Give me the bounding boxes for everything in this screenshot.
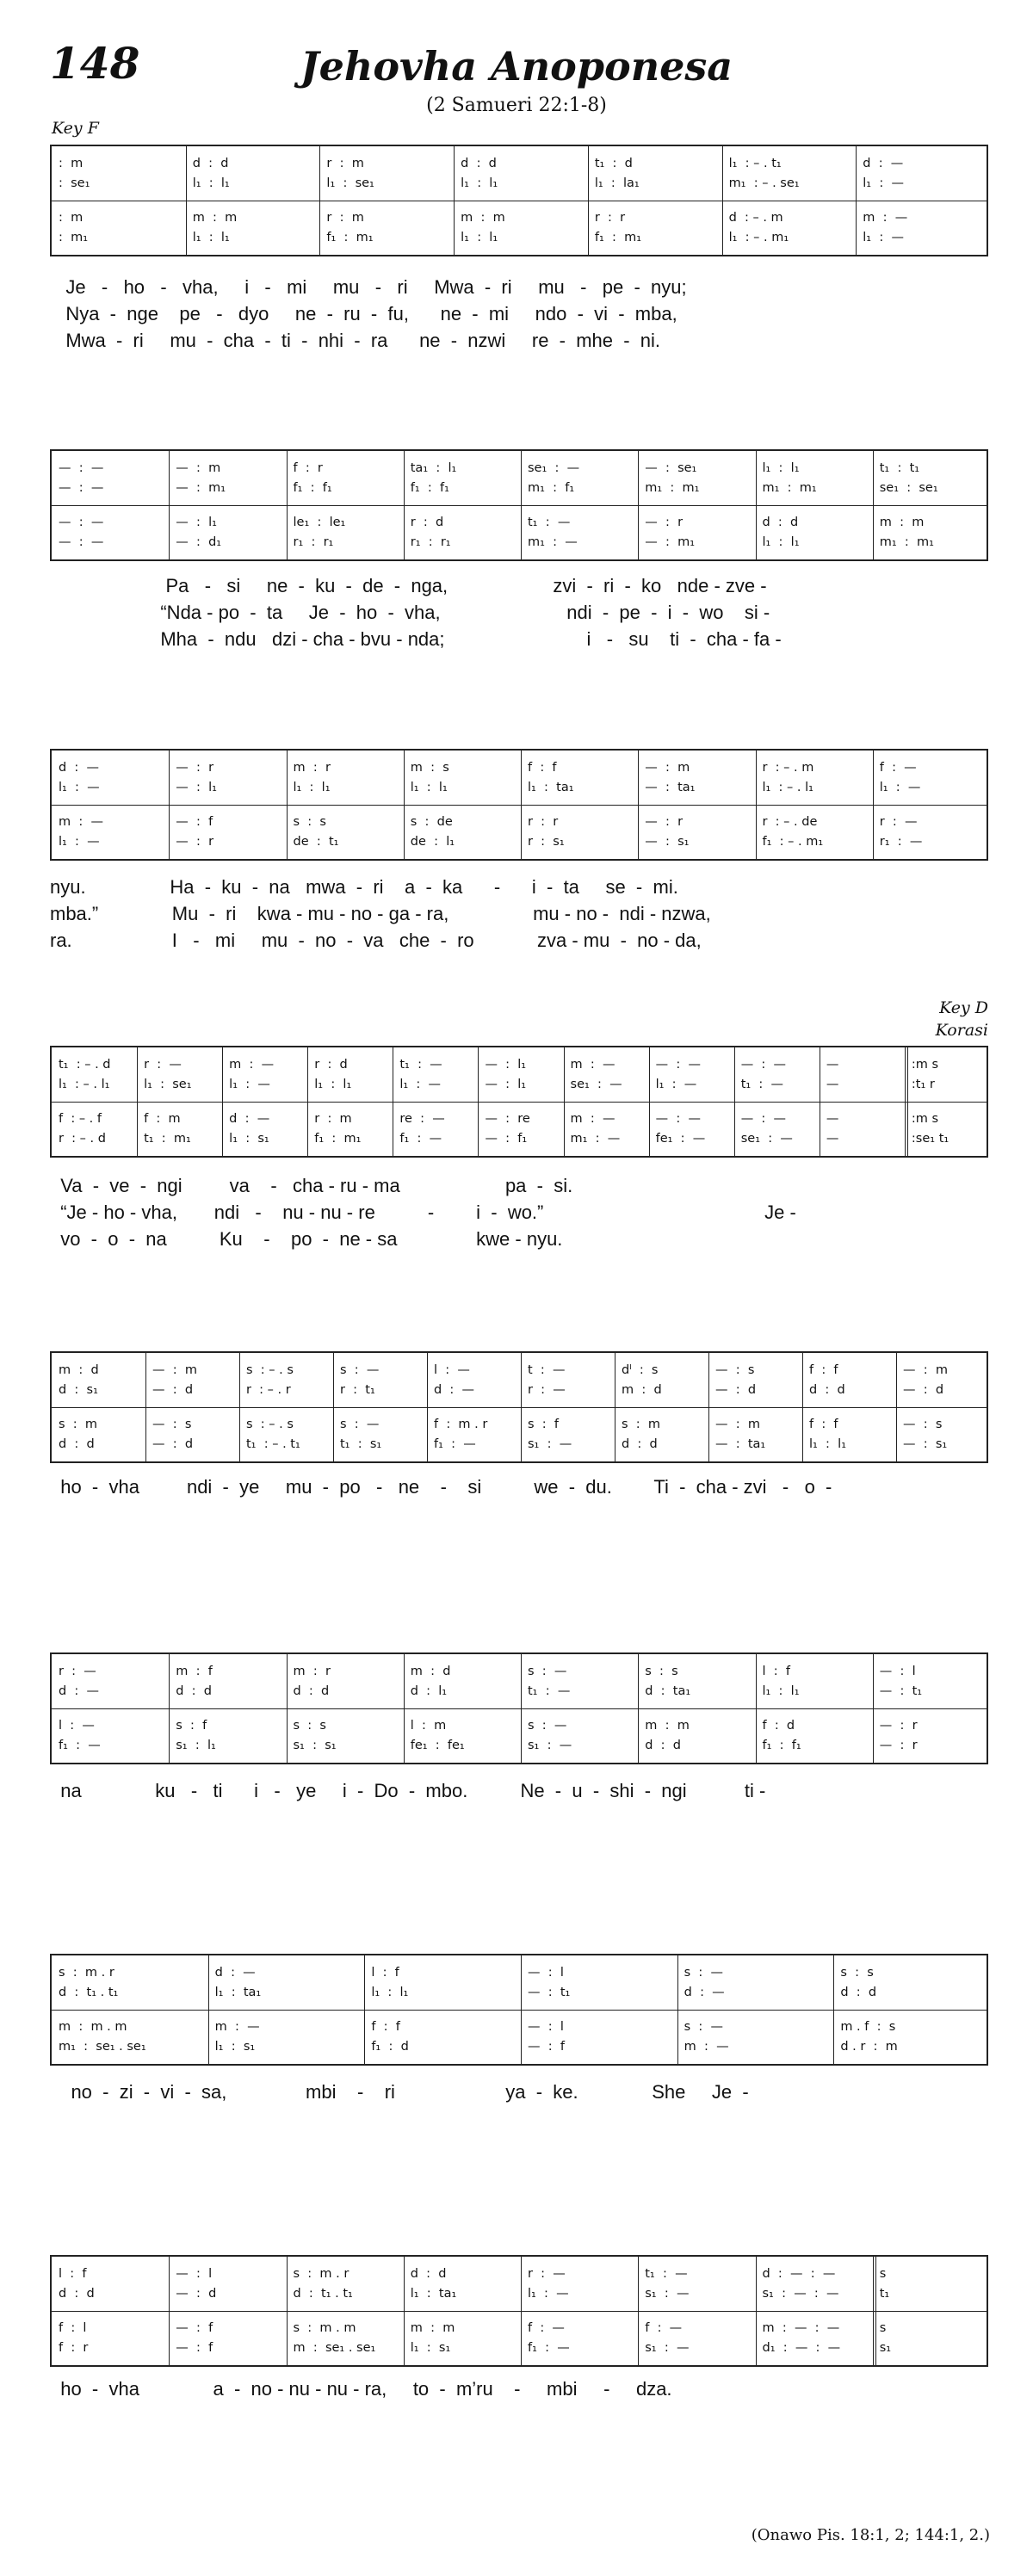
lyrics-block <box>50 1473 988 1500</box>
upper-voices-cell: — : se₁ m₁ : m₁ <box>645 460 700 495</box>
lower-voices-cell: r : d r₁ : r₁ <box>410 515 451 549</box>
lyrics-block <box>50 2375 988 2402</box>
lower-voices-cell: — : r — : s₁ <box>645 814 690 849</box>
lower-voices-cell: r : r f₁ : m₁ <box>594 210 642 244</box>
lower-voices-cell: m : m l₁ : s₁ <box>410 2320 455 2355</box>
lower-voices-cell: — : m — : ta₁ <box>715 1417 766 1451</box>
lower-voices-cell: d : — l₁ : s₁ <box>229 1111 270 1146</box>
lower-voices-cell: s : de de : l₁ <box>410 814 455 849</box>
upper-voices-cell: f : f l₁ : ta₁ <box>528 760 574 794</box>
lower-voices-cell: d : – . m l₁ : – . m₁ <box>728 210 789 244</box>
upper-voices-cell: d : d l₁ : ta₁ <box>410 2266 457 2301</box>
upper-voices-cell: t₁ : – . d l₁ : – . l₁ <box>59 1057 111 1091</box>
upper-voices-cell: r : — d : — <box>59 1664 100 1698</box>
lower-voices-cell: f : d f₁ : f₁ <box>762 1718 801 1752</box>
upper-voices-cell: dˡ : s m : d <box>622 1362 662 1397</box>
upper-voices-cell: f : r f₁ : f₁ <box>293 460 332 495</box>
lyrics-block <box>50 572 988 652</box>
lyric-line: “Nda - po - ta Je - ho - vha, ndi - pe - i - wo si - <box>50 602 770 623</box>
lower-voices-cell: m : — l₁ : s₁ <box>214 2019 260 2054</box>
lower-voices-cell: f : — s₁ : — <box>645 2320 690 2355</box>
music-system <box>50 1046 988 1158</box>
upper-voices-cell: s : m . r d : t₁ . t₁ <box>59 1965 119 1999</box>
lyric-line: Nya - nge pe - dyo ne - ru - fu, ne - mi ndo - vi - mba, <box>50 303 677 324</box>
lower-voices-cell: m : — l₁ : — <box>863 210 908 244</box>
lower-voices-cell: :m s :se₁ t₁ <box>911 1111 949 1146</box>
lower-voices-cell: re : — f₁ : — <box>399 1111 445 1146</box>
lower-voices-cell: s : — s₁ : — <box>528 1718 572 1752</box>
lyrics-block <box>50 274 988 354</box>
lyric-line: Pa - si ne - ku - de - nga, zvi - ri - ko nde - zve - <box>50 575 767 596</box>
lyric-line: ho - vha ndi - ye mu - po - ne - si we - du. Ti - cha - zvi - o - <box>50 1476 832 1498</box>
lyric-line: nyu. Ha - ku - na mwa - ri a - ka - i - ta se - mi. <box>50 876 678 898</box>
lyric-line: “Je - ho - vha, ndi - nu - nu - re - i - wo.” Je - <box>50 1202 796 1223</box>
lower-voices-cell: — — <box>826 1111 839 1146</box>
lower-voices-cell: s s₁ <box>879 2320 892 2355</box>
upper-voices-cell: — : r — : l₁ <box>176 760 217 794</box>
lyrics-block <box>50 1777 988 1804</box>
lower-voices-cell: f : m t₁ : m₁ <box>144 1111 191 1146</box>
upper-voices-cell: l : f d : d <box>59 2266 95 2301</box>
lower-voices-cell: — : re — : f₁ <box>485 1111 530 1146</box>
upper-voices-cell: t₁ : t₁ se₁ : se₁ <box>879 460 938 495</box>
upper-voices-cell: m : r d : d <box>293 1664 331 1698</box>
music-system <box>50 1652 988 1764</box>
upper-voices-cell: d : — l₁ : ta₁ <box>214 1965 262 1999</box>
lower-voices-cell: f : – . f r : – . d <box>59 1111 106 1146</box>
upper-voices-cell: s : — r : t₁ <box>340 1362 380 1397</box>
upper-voices-cell: m : — se₁ : — <box>570 1057 622 1091</box>
lyric-line: Mha - ndu dzi - cha - bvu - nda; i - su ti - cha - fa - <box>50 628 782 650</box>
key-change-label: Key D <box>939 998 988 1017</box>
lower-voices-cell: s : m d : d <box>622 1417 661 1451</box>
hymn-number: 148 <box>50 38 140 89</box>
upper-voices-cell: d : — l₁ : — <box>59 760 100 794</box>
upper-voices-cell: l : f l₁ : l₁ <box>762 1664 800 1698</box>
upper-voices-cell: — : m — : d <box>152 1362 197 1397</box>
upper-voices-cell: — : l — : t₁ <box>528 1965 571 1999</box>
lower-voices-cell: f : f l₁ : l₁ <box>809 1417 847 1451</box>
upper-voices-cell: r : — l₁ : se₁ <box>144 1057 192 1091</box>
upper-voices-cell: — : s — : d <box>715 1362 757 1397</box>
upper-voices-cell: l₁ : – . t₁ m₁ : – . se₁ <box>728 156 800 190</box>
lower-voices-cell: m : m l₁ : l₁ <box>192 210 238 244</box>
music-system <box>50 2255 988 2367</box>
upper-voices-cell: d : — l₁ : — <box>863 156 904 190</box>
source-footnote: (Onawo Pis. 18:1, 2; 144:1, 2.) <box>751 2526 990 2544</box>
upper-voices-cell: t₁ : d l₁ : la₁ <box>594 156 640 190</box>
upper-voices-cell: s : m . r d : t₁ . t₁ <box>293 2266 353 2301</box>
lower-voices-cell: r : — r₁ : — <box>879 814 923 849</box>
upper-voices-cell: : m : se₁ <box>59 156 90 190</box>
upper-voices-cell: d : d l₁ : l₁ <box>461 156 498 190</box>
lower-voices-cell: : m : m₁ <box>59 210 89 244</box>
upper-voices-cell: t : — r : — <box>528 1362 566 1397</box>
upper-voices-cell: s : s d : d <box>840 1965 877 1999</box>
lower-voices-cell: — : — — : — <box>59 515 104 549</box>
lower-voices-cell: m : m m₁ : m₁ <box>879 515 934 549</box>
upper-voices-cell: s t₁ <box>879 2266 890 2301</box>
lower-voices-cell: — : s — : d <box>152 1417 194 1451</box>
lower-voices-cell: m : m . m m₁ : se₁ . se₁ <box>59 2019 146 2054</box>
lower-voices-cell: le₁ : le₁ r₁ : r₁ <box>293 515 346 549</box>
lower-voices-cell: f : m . r f₁ : — <box>434 1417 488 1451</box>
music-system <box>50 1954 988 2066</box>
lyric-line: no - zi - vi - sa, mbi - ri ya - ke. She Je - <box>50 2081 749 2103</box>
lower-voices-cell: m : — l₁ : — <box>59 814 103 849</box>
lower-voices-cell: — : l₁ — : d₁ <box>176 515 222 549</box>
upper-voices-cell: m : — l₁ : — <box>229 1057 275 1091</box>
lower-voices-cell: m : m l₁ : l₁ <box>461 210 505 244</box>
hymn-title: Jehovha Anoponesa <box>300 43 733 90</box>
music-system <box>50 749 988 861</box>
lower-voices-cell: — : — se₁ : — <box>740 1111 793 1146</box>
upper-voices-cell: r : — l₁ : — <box>528 2266 569 2301</box>
upper-voices-cell: m : r l₁ : l₁ <box>293 760 331 794</box>
lower-voices-cell: — : r — : m₁ <box>645 515 696 549</box>
lyric-line: na ku - ti i - ye i - Do - mbo. Ne - u - shi - ngi ti - <box>50 1780 766 1801</box>
upper-voices-cell: s : s d : ta₁ <box>645 1664 691 1698</box>
upper-voices-cell: — : l — : d <box>176 2266 217 2301</box>
lower-voices-cell: s : f s₁ : l₁ <box>176 1718 216 1752</box>
lower-voices-cell: r : m f₁ : m₁ <box>326 210 374 244</box>
lower-voices-cell: r : m f₁ : m₁ <box>314 1111 362 1146</box>
lyric-line: Mwa - ri mu - cha - ti - nhi - ra ne - nzwi re - mhe - ni. <box>50 330 661 351</box>
upper-voices-cell: se₁ : — m₁ : f₁ <box>528 460 580 495</box>
upper-voices-cell: — : m — : d <box>903 1362 948 1397</box>
lower-voices-cell: — : f — : f <box>176 2320 213 2355</box>
lyric-line: ra. I - mi mu - no - va che - ro zva - mu - no - da, <box>50 930 702 951</box>
lower-voices-cell: s : m d : d <box>59 1417 98 1451</box>
upper-voices-cell: l : f l₁ : l₁ <box>371 1965 409 1999</box>
music-system <box>50 1351 988 1463</box>
lower-voices-cell: s : f s₁ : — <box>528 1417 572 1451</box>
upper-voices-cell: m : f d : d <box>176 1664 213 1698</box>
lower-voices-cell: m : — : — d₁ : — : — <box>762 2320 841 2355</box>
upper-voices-cell: s : — t₁ : — <box>528 1664 571 1698</box>
upper-voices-cell: f : f d : d <box>809 1362 845 1397</box>
lower-voices-cell: l : m fe₁ : fe₁ <box>410 1718 465 1752</box>
lower-voices-cell: s : — t₁ : s₁ <box>340 1417 382 1451</box>
upper-voices-cell: r : d l₁ : l₁ <box>314 1057 352 1091</box>
upper-voices-cell: t₁ : — l₁ : — <box>399 1057 442 1091</box>
lower-voices-cell: t₁ : — m₁ : — <box>528 515 578 549</box>
upper-voices-cell: — : l — : t₁ <box>879 1664 923 1698</box>
upper-voices-cell: r : m l₁ : se₁ <box>326 156 374 190</box>
lyrics-block <box>50 874 988 954</box>
upper-voices-cell: l : — d : — <box>434 1362 475 1397</box>
lower-voices-cell: — : — fe₁ : — <box>655 1111 706 1146</box>
upper-voices-cell: s : — d : — <box>684 1965 725 1999</box>
lower-voices-cell: m : m d : d <box>645 1718 690 1752</box>
lower-voices-cell: f : l f : r <box>59 2320 89 2355</box>
upper-voices-cell: t₁ : — s₁ : — <box>645 2266 690 2301</box>
upper-voices-cell: — : l₁ — : l₁ <box>485 1057 527 1091</box>
lower-voices-cell: m : — m₁ : — <box>570 1111 621 1146</box>
upper-voices-cell: m : d d : s₁ <box>59 1362 99 1397</box>
upper-voices-cell: :m s :t₁ r <box>911 1057 939 1091</box>
lower-voices-cell: s : m . m m : se₁ . se₁ <box>293 2320 376 2355</box>
lower-voices-cell: r : r r : s₁ <box>528 814 565 849</box>
lower-voices-cell: — : f — : r <box>176 814 214 849</box>
upper-voices-cell: s : – . s r : – . r <box>246 1362 294 1397</box>
upper-voices-cell: l₁ : l₁ m₁ : m₁ <box>762 460 817 495</box>
music-system <box>50 145 988 256</box>
upper-voices-cell: — : m — : m₁ <box>176 460 226 495</box>
lower-voices-cell: r : – . de f₁ : – . m₁ <box>762 814 824 849</box>
lower-voices-cell: s : — m : — <box>684 2019 729 2054</box>
lower-voices-cell: d : d l₁ : l₁ <box>762 515 800 549</box>
lyrics-block <box>50 2079 988 2105</box>
lyric-line: mba.” Mu - ri kwa - mu - no - ga - ra, mu - no - ndi - nzwa, <box>50 903 711 924</box>
upper-voices-cell: — : — l₁ : — <box>655 1057 701 1091</box>
lower-voices-cell: — : s — : s₁ <box>903 1417 948 1451</box>
music-system <box>50 449 988 561</box>
lower-voices-cell: s : s de : t₁ <box>293 814 339 849</box>
upper-voices-cell: — : — t₁ : — <box>740 1057 787 1091</box>
scripture-reference: (2 Samueri 22:1-8) <box>426 95 607 116</box>
lower-voices-cell: s : – . s t₁ : – . t₁ <box>246 1417 300 1451</box>
lower-voices-cell: f : f f₁ : d <box>371 2019 409 2054</box>
lyric-line: Va - ve - ngi va - cha - ru - ma pa - si. <box>50 1175 573 1196</box>
upper-voices-cell: d : d l₁ : l₁ <box>192 156 230 190</box>
upper-voices-cell: — : — — : — <box>59 460 104 495</box>
lower-voices-cell: — : l — : f <box>528 2019 565 2054</box>
upper-voices-cell: — : m — : ta₁ <box>645 760 696 794</box>
upper-voices-cell: r : – . m l₁ : – . l₁ <box>762 760 814 794</box>
lower-voices-cell: l : — f₁ : — <box>59 1718 101 1752</box>
upper-voices-cell: f : — l₁ : — <box>879 760 921 794</box>
upper-voices-cell: ta₁ : l₁ f₁ : f₁ <box>410 460 457 495</box>
key-signature-label: Key F <box>52 119 99 138</box>
lyric-line: Je - ho - vha, i - mi mu - ri Mwa - ri mu - pe - nyu; <box>50 276 687 298</box>
lower-voices-cell: s : s s₁ : s₁ <box>293 1718 337 1752</box>
upper-voices-cell: m : s l₁ : l₁ <box>410 760 449 794</box>
lyric-line: ho - vha a - no - nu - nu - ra, to - m’ru - mbi - dza. <box>50 2378 672 2400</box>
lower-voices-cell: m . f : s d . r : m <box>840 2019 898 2054</box>
lyric-line: vo - o - na Ku - po - ne - sa kwe - nyu. <box>50 1228 563 1250</box>
lower-voices-cell: — : r — : r <box>879 1718 918 1752</box>
upper-voices-cell: d : — : — s₁ : — : — <box>762 2266 839 2301</box>
chorus-label: Korasi <box>935 1021 988 1040</box>
lyrics-block <box>50 1172 988 1252</box>
upper-voices-cell: — — <box>826 1057 839 1091</box>
lower-voices-cell: f : — f₁ : — <box>528 2320 570 2355</box>
upper-voices-cell: m : d d : l₁ <box>410 1664 451 1698</box>
